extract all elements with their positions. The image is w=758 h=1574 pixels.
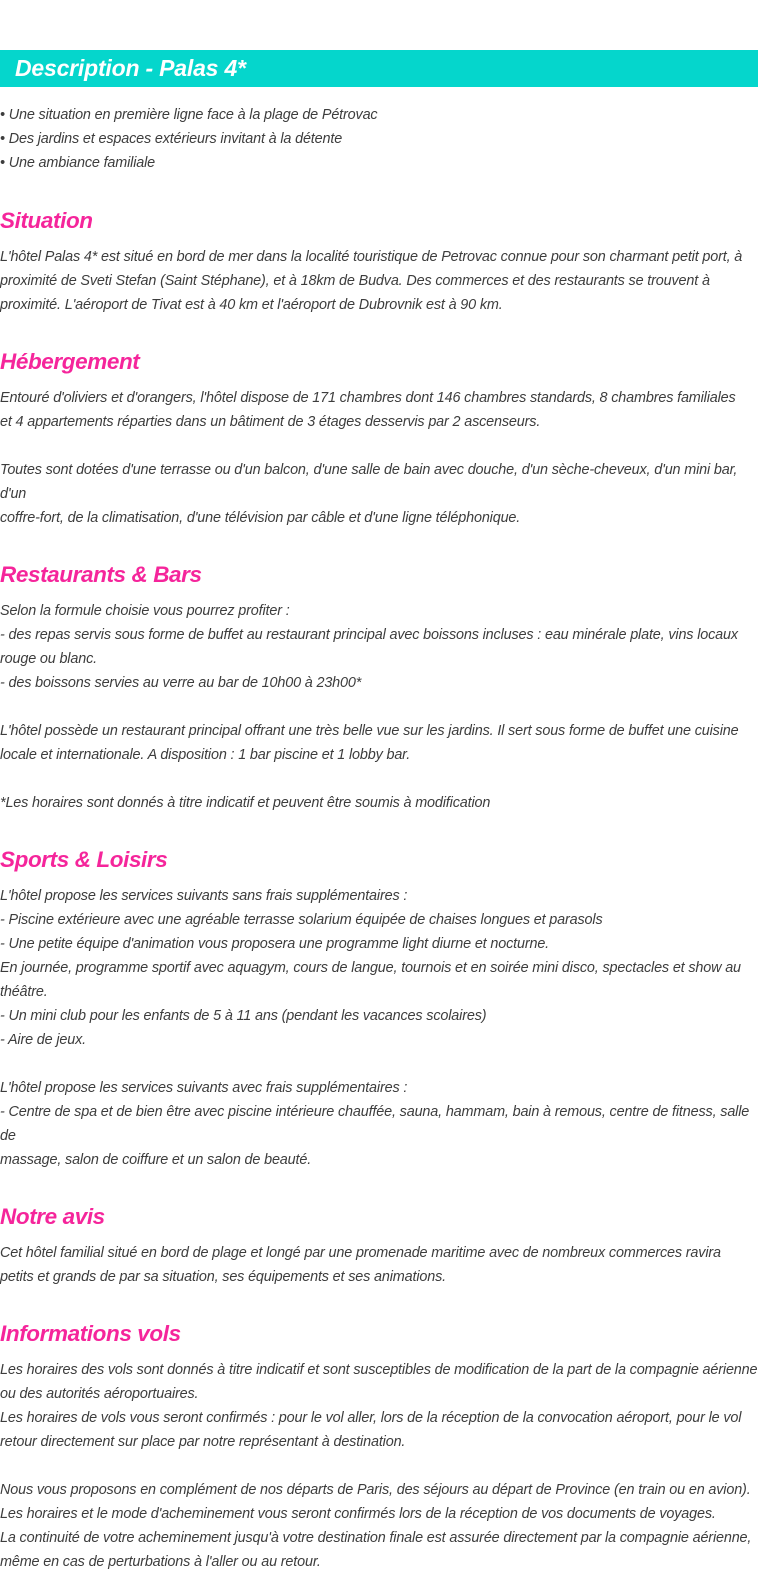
- text-line: coffre-fort, de la climatisation, d'une télévision par câble et d'une ligne téléphonique.: [0, 510, 521, 526]
- paragraph-spacer: [0, 767, 758, 791]
- section-heading: Restaurants & Bars: [0, 562, 202, 587]
- hotel-description-page: [0, 50, 758, 1574]
- highlight-item: • Une ambiance familiale: [0, 155, 156, 171]
- section-hebergement: [0, 346, 758, 530]
- text-line: - Aire de jeux.: [0, 1032, 86, 1048]
- text-line: théâtre.: [0, 984, 48, 1000]
- section-heading: Situation: [0, 208, 93, 233]
- section-body: [0, 245, 758, 317]
- text-line: proximité de Sveti Stefan (Saint Stéphane), et à 18km de Budva. Des commerces et des restaurants se trouvent à: [0, 273, 710, 289]
- text-line: massage, salon de coiffure et un salon de beauté.: [0, 1152, 312, 1168]
- text-line: - Centre de spa et de bien être avec piscine intérieure chauffée, sauna, hammam, bain à remous, centre de fitness, salle de: [0, 1104, 753, 1144]
- section-body: [0, 386, 758, 530]
- text-line: retour directement sur place par notre représentant à destination.: [0, 1434, 406, 1450]
- section-sports-loisirs: [0, 844, 758, 1172]
- paragraph-spacer: [0, 695, 758, 719]
- section-notre-avis: [0, 1201, 758, 1289]
- section-heading: Informations vols: [0, 1321, 181, 1346]
- text-line: Les horaires de vols vous seront confirmés : pour le vol aller, lors de la réception de la convocation aéroport, pour le vol: [0, 1410, 742, 1426]
- text-line: Entouré d'oliviers et d'orangers, l'hôtel dispose de 171 chambres dont 146 chambres standards, 8 chambres familiales: [0, 390, 736, 406]
- section-informations-vols: [0, 1318, 758, 1574]
- banner-title: Description - Palas 4*: [15, 55, 246, 81]
- text-line: - Une petite équipe d'animation vous proposera une programme light diurne et nocturne.: [0, 936, 550, 952]
- text-line: L'hôtel propose les services suivants avec frais supplémentaires :: [0, 1080, 408, 1096]
- highlight-item: • Une situation en première ligne face à la plage de Pétrovac: [0, 107, 378, 123]
- highlights-list: [0, 103, 758, 175]
- text-line: et 4 appartements réparties dans un bâtiment de 3 étages desservis par 2 ascenseurs.: [0, 414, 541, 430]
- text-line: La continuité de votre acheminement jusqu'à votre destination finale est assurée directement par la compagnie aérienne,: [0, 1530, 752, 1546]
- section-body: [0, 599, 758, 815]
- text-line: - des repas servis sous forme de buffet au restaurant principal avec boissons incluses : eau minérale plate, vins locaux: [0, 627, 738, 643]
- section-body: [0, 884, 758, 1172]
- section-heading: Sports & Loisirs: [0, 847, 168, 872]
- section-heading: Notre avis: [0, 1204, 105, 1229]
- highlight-item: • Des jardins et espaces extérieurs invitant à la détente: [0, 131, 343, 147]
- section-body: [0, 1241, 758, 1289]
- text-line: locale et internationale. A disposition : 1 bar piscine et 1 lobby bar.: [0, 747, 411, 763]
- text-line: Cet hôtel familial situé en bord de plage et longé par une promenade maritime avec de nombreux commerces ravira: [0, 1245, 721, 1261]
- paragraph-spacer: [0, 1052, 758, 1076]
- text-line: L'hôtel Palas 4* est situé en bord de mer dans la localité touristique de Petrovac connue pour son charmant petit port, à: [0, 249, 743, 265]
- section-restaurants-bars: [0, 559, 758, 815]
- text-line: *Les horaires sont donnés à titre indicatif et peuvent être soumis à modification: [0, 795, 491, 811]
- section-body: [0, 1358, 758, 1574]
- text-line: Selon la formule choisie vous pourrez profiter :: [0, 603, 290, 619]
- text-line: - des boissons servies au verre au bar de 10h00 à 23h00*: [0, 675, 362, 691]
- text-line: - Piscine extérieure avec une agréable terrasse solarium équipée de chaises longues et parasols: [0, 912, 603, 928]
- section-heading: Hébergement: [0, 349, 140, 374]
- text-line: ou des autorités aéroportuaires.: [0, 1386, 199, 1402]
- sections-container: [0, 205, 758, 1574]
- text-line: rouge ou blanc.: [0, 651, 97, 667]
- description-banner: [0, 50, 758, 87]
- text-line: Les horaires des vols sont donnés à titre indicatif et sont susceptibles de modification de la part de la compagnie aérienne: [0, 1362, 758, 1378]
- text-line: proximité. L'aéroport de Tivat est à 40 km et l'aéroport de Dubrovnik est à 90 km.: [0, 297, 503, 313]
- paragraph-spacer: [0, 1454, 758, 1478]
- text-line: L'hôtel propose les services suivants sans frais supplémentaires :: [0, 888, 408, 904]
- text-line: Nous vous proposons en complément de nos départs de Paris, des séjours au départ de Province (en train ou en avion).: [0, 1482, 751, 1498]
- section-situation: [0, 205, 758, 317]
- text-line: En journée, programme sportif avec aquagym, cours de langue, tournois et en soirée mini disco, spectacles et show au: [0, 960, 741, 976]
- text-line: Toutes sont dotées d'une terrasse ou d'un balcon, d'une salle de bain avec douche, d'un sèche-cheveux, d'un mini bar, d'un: [0, 462, 742, 502]
- text-line: Les horaires et le mode d'acheminement vous seront confirmés lors de la réception de vos documents de voyages.: [0, 1506, 716, 1522]
- text-line: L'hôtel possède un restaurant principal offrant une très belle vue sur les jardins. Il sert sous forme de buffet une cuisine: [0, 723, 739, 739]
- text-line: petits et grands de par sa situation, ses équipements et ses animations.: [0, 1269, 446, 1285]
- paragraph-spacer: [0, 434, 758, 458]
- text-line: - Un mini club pour les enfants de 5 à 11 ans (pendant les vacances scolaires): [0, 1008, 487, 1024]
- text-line: même en cas de perturbations à l'aller ou au retour.: [0, 1554, 321, 1570]
